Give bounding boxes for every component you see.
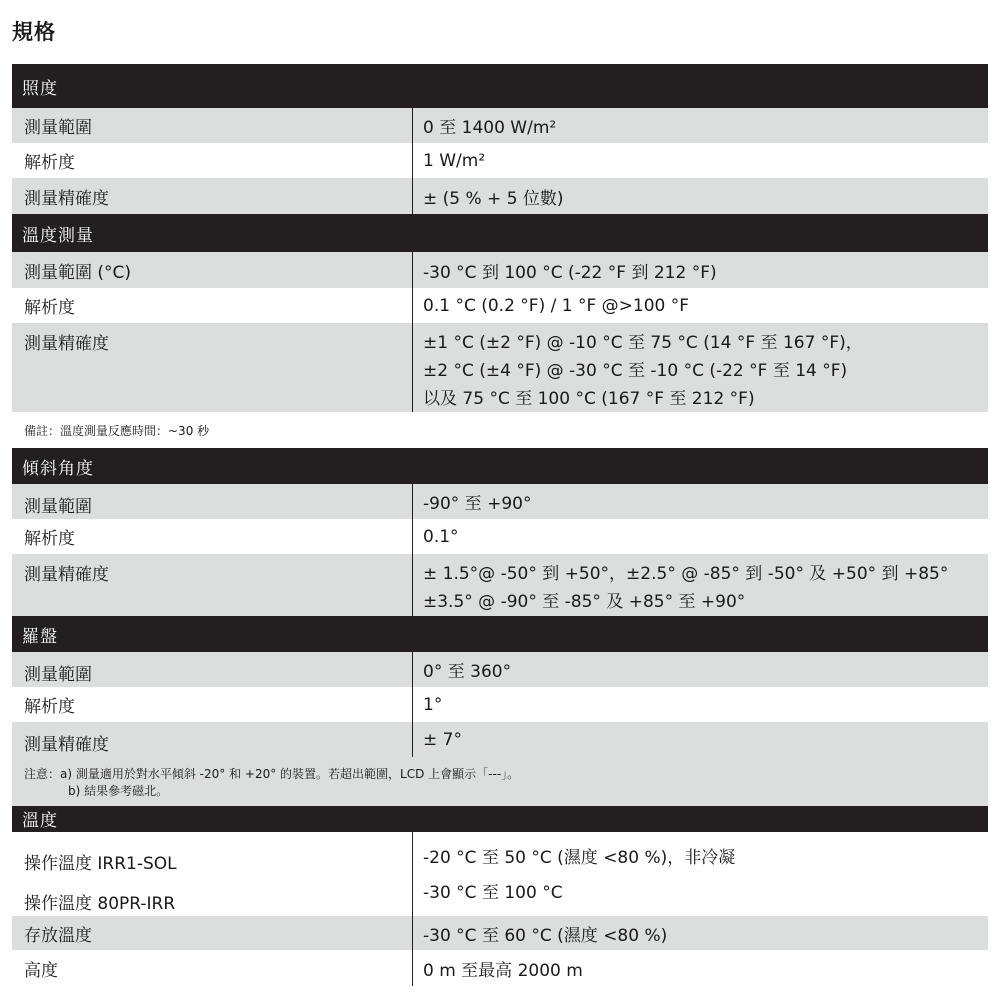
value-line: ±3.5° @ -90° 至 -85° 及 +85° 至 +90°: [423, 592, 746, 612]
table-row: [12, 916, 988, 950]
row-value: 0 至 1400 W/m²: [412, 108, 988, 143]
table-row: [12, 652, 988, 687]
row-value: [412, 554, 988, 616]
table-row: [12, 519, 988, 554]
row-label: 測量精確度: [24, 188, 109, 209]
row-value: 0.1 °C (0.2 °F) / 1 °F @>100 °F: [412, 288, 988, 323]
spec-table: [12, 64, 988, 986]
value-line: ± 1.5°@ -50° 到 +50°，±2.5° @ -85° 到 -50° 及 +50° 到 +85°: [423, 564, 949, 584]
section-header-tilt-angle: 傾斜角度: [12, 448, 988, 484]
table-row: [12, 832, 988, 878]
table-row: [12, 554, 988, 616]
table-row: [12, 143, 988, 178]
table-row: [12, 108, 988, 143]
table-row: [12, 722, 988, 757]
footnote: [12, 757, 988, 806]
footnote: [12, 412, 988, 448]
row-value: 0° 至 360°: [412, 652, 988, 687]
row-value: 0.1°: [412, 519, 988, 554]
value-line: 以及 75 °C 至 100 °C (167 °F 至 212 °F): [423, 389, 755, 409]
row-label: 測量範圍 (°C): [24, 262, 132, 283]
table-row: [12, 252, 988, 288]
table-row: [12, 484, 988, 519]
value-line: ±2 °C (±4 °F) @ -30 °C 至 -10 °C (-22 °F 至 14 °F): [423, 361, 848, 381]
row-value: 1 W/m²: [412, 143, 988, 178]
page-title: 規格: [12, 20, 56, 44]
footnote-text: 備註：溫度測量反應時間：~30 秒: [24, 423, 210, 438]
row-value: ± 7°: [412, 722, 988, 757]
table-row: [12, 178, 988, 214]
table-row: [12, 687, 988, 722]
row-label: 解析度: [24, 529, 75, 549]
row-value: -20 °C 至 50 °C (濕度 <80 %)，非冷凝: [412, 832, 988, 878]
row-label: 高度: [24, 960, 58, 981]
row-value: ± (5 % + 5 位數): [412, 178, 988, 214]
row-value: 1°: [412, 687, 988, 722]
table-row: [12, 950, 988, 986]
footnote-line: 注意：a) 測量適用於對水平傾斜 -20° 和 +20° 的裝置。若超出範圍，LCD 上會顯示「---」。: [24, 766, 520, 781]
row-label: 解析度: [24, 298, 75, 318]
row-label: 測量範圍: [24, 497, 92, 517]
row-label: 存放溫度: [24, 925, 92, 946]
row-value: 0 m 至最高 2000 m: [412, 950, 988, 986]
value-line: ±1 °C (±2 °F) @ -10 °C 至 75 °C (14 °F 至 167 °F)，: [423, 333, 863, 353]
row-value: -90° 至 +90°: [412, 484, 988, 519]
footnote-line: b) 結果參考磁北。: [68, 783, 169, 798]
row-label: 測量精確度: [24, 735, 109, 755]
section-header-temperature: 溫度: [12, 806, 988, 832]
row-label: 測量精確度: [24, 565, 109, 585]
row-label: 測量範圍: [24, 665, 92, 685]
table-row: [12, 878, 988, 916]
row-label: 操作溫度 80PR-IRR: [24, 894, 176, 914]
row-label: 測量範圍: [24, 118, 92, 138]
row-label: 操作溫度 IRR1-SOL: [24, 854, 177, 874]
row-value: [412, 323, 988, 412]
row-label: 解析度: [24, 153, 75, 173]
section-header-temperature-measurement: 溫度測量: [12, 214, 988, 252]
table-row: [12, 288, 988, 323]
table-row: [12, 323, 988, 412]
row-value: -30 °C 到 100 °C (-22 °F 到 212 °F): [412, 252, 988, 288]
section-header-illuminance: 照度: [12, 64, 988, 108]
row-value: -30 °C 至 100 °C: [412, 878, 988, 916]
row-value: -30 °C 至 60 °C (濕度 <80 %): [412, 916, 988, 950]
row-label: 測量精確度: [24, 334, 109, 354]
row-label: 解析度: [24, 697, 75, 717]
section-header-compass: 羅盤: [12, 616, 988, 652]
